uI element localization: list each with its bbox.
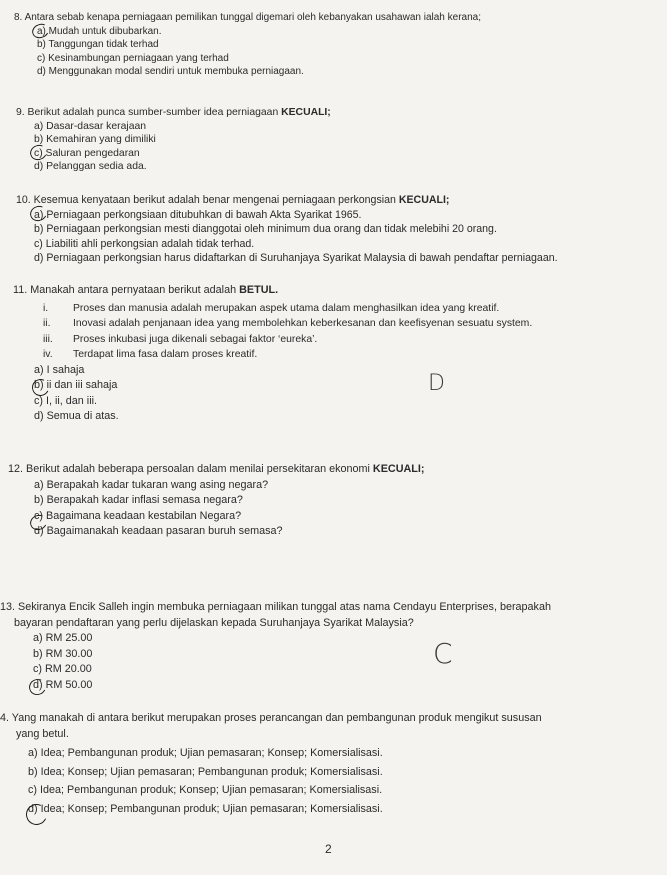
- question-stem: 12. Berikut adalah beberapa persoalan dalam menilai persekitaran ekonomi KECUALI;: [8, 463, 425, 475]
- option-d: d) Bagaimanakah keadaan pasaran buruh semasa?: [34, 525, 283, 537]
- option-d: d) RM 50.00: [33, 678, 93, 691]
- option-a: a) Dasar-dasar kerajaan: [34, 120, 147, 132]
- option-a: a) RM 25.00: [33, 632, 93, 644]
- option-c: c) Idea; Pembangunan produk; Konsep; Ujian pemasaran; Komersialisasi.: [28, 784, 383, 796]
- question-stem-continued: yang betul.: [16, 727, 69, 740]
- question-14: [0, 711, 542, 818]
- option-d: d) Menggunakan modal sendiri untuk membuka perniagaan.: [37, 66, 304, 77]
- question-9: [16, 106, 331, 174]
- statement-ii: ii. Inovasi adalah penjanaan idea yang membolehkan keberkesanan dan keefisyenan sesuatu system.: [43, 318, 533, 329]
- option-a: a) I sahaja: [34, 363, 85, 376]
- option-b: b) RM 30.00: [33, 647, 93, 660]
- statement-iv: iv. Terdapat lima fasa dalam proses kreatif.: [43, 349, 258, 360]
- question-13: [0, 600, 551, 693]
- option-c: c) RM 20.00: [33, 663, 92, 675]
- question-stem: 13. Sekiranya Encik Salleh ingin membuka perniagaan milikan tunggal atas nama Cendayu Enterprises, berapakah: [0, 601, 551, 613]
- option-a: a) Idea; Pembangunan produk; Ujian pemasaran; Konsep; Komersialisasi.: [28, 747, 383, 759]
- option-b: b) Kemahiran yang dimiliki: [34, 134, 156, 145]
- option-c: c) Liabiliti ahli perkongsian adalah tidak terhad.: [34, 237, 255, 250]
- option-b: b) Perniagaan perkongsian mesti dianggotai oleh minimum dua orang dan tidak melebihi 20 orang.: [34, 223, 497, 235]
- question-stem-continued: bayaran pendaftaran yang perlu dijelaskan kepada Suruhanjaya Syarikat Malaysia?: [14, 616, 414, 629]
- question-10: [16, 193, 558, 266]
- handwritten-answer: D: [428, 371, 445, 396]
- question-11: [13, 283, 532, 425]
- option-b: b) Berapakah kadar inflasi semasa negara?: [34, 494, 243, 506]
- option-a: a) Mudah untuk dibubarkan.: [37, 25, 162, 37]
- statement-iii: iii. Proses inkubasi juga dikenali sebagai faktor ‘eureka’.: [43, 333, 318, 345]
- option-d: d) Perniagaan perkongsian harus didaftarkan di Suruhanjaya Syarikat Malaysia di bawah pendaftar perniagaan.: [34, 252, 558, 264]
- option-c: c) Kesinambungan perniagaan yang terhad: [37, 52, 229, 64]
- statement-i: i. Proses dan manusia adalah merupakan aspek utama dalam menghasilkan idea yang kreatif.: [43, 302, 500, 314]
- option-d: d) Idea; Konsep; Pembangunan produk; Ujian pemasaran; Komersialisasi.: [28, 802, 383, 815]
- option-a: a) Perniagaan perkongsiaan ditubuhkan di bawah Akta Syarikat 1965.: [34, 208, 362, 221]
- question-stem: 4. Yang manakah di antara berikut merupakan proses perancangan dan pembangunan produk mengikut sususan: [0, 712, 542, 724]
- option-d: d) Pelanggan sedia ada.: [34, 161, 147, 172]
- question-stem: 9. Berikut adalah punca sumber-sumber idea perniagaan KECUALI;: [16, 107, 331, 118]
- question-stem: 8. Antara sebab kenapa perniagaan pemilikan tunggal digemari oleh kebanyakan usahawan ialah kerana;: [14, 12, 481, 23]
- option-b: b) Idea; Konsep; Ujian pemasaran; Pembangunan produk; Komersialisasi.: [28, 765, 383, 778]
- option-c: c) Bagaimana keadaan kestabilan Negara?: [34, 509, 242, 522]
- option-a: a) Berapakah kadar tukaran wang asing negara?: [34, 478, 269, 491]
- question-8: [14, 11, 481, 79]
- option-c: c) I, ii, dan iii.: [34, 394, 97, 407]
- question-12: [8, 462, 425, 540]
- question-stem: 11. Manakah antara pernyataan berikut adalah BETUL.: [13, 284, 279, 296]
- question-stem: 10. Kesemua kenyataan berikut adalah benar mengenai perniagaan perkongsian KECUALI;: [16, 194, 450, 206]
- option-b: b) ii dan iii sahaja: [34, 379, 118, 391]
- handwritten-answer: C: [433, 637, 453, 670]
- option-b: b) Tanggungan tidak terhad: [37, 39, 159, 50]
- option-c: c) Saluran pengedaran: [34, 147, 140, 159]
- page-number: 2: [325, 842, 332, 856]
- option-d: d) Semua di atas.: [34, 410, 119, 422]
